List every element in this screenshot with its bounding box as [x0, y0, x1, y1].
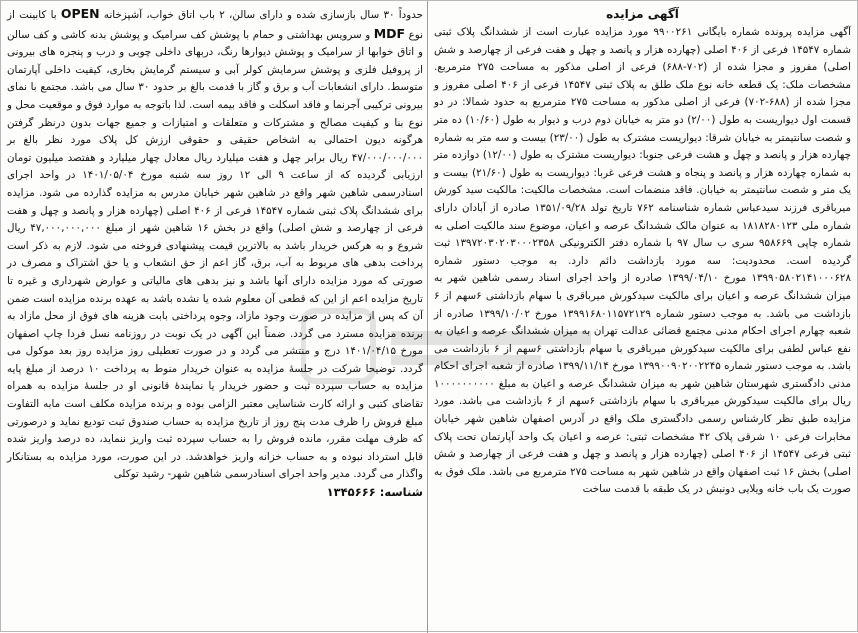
notice-body-left: [7, 5, 423, 484]
notice-left-main: و سرویس بهداشتی و حمام با پوشش کف سرامیک و پوشش بدنه کاشی و کف سالن و اتاق خوابها از سرامیک و پوشش دیوارها رنگ، دربهای داخلی چوبی و درب و پنجره های بیرونی از پروفیل فلزی و پوشش سرمایش کولر آبی و سیستم گرمایش بخاری، کیفیت داخلی آپارتمان متوسط. دارای انشعابات آب و برق و گاز با قدمت بالغ بر حدود ۳۰ سال می باشد. مجتمع با نمای بیرونی ترکیبی آجرنما و فاقد اسکلت و فاقد بیمه است. لذا باتوجه به موارد فوق و موقعیت محل و نوع بنا و کیفیت مصالح و مشترکات و متعلقات و امتیازات و جمیع جهات بدون درنظر گرفتن هرگونه دیون احتمالی به اشخاص حقیقی و حقوقی ارزش کل پلاک مورد نظر بالغ بر ۴۷/۰۰۰/۰۰۰/۰۰۰ ریال برابر چهل و هفت میلیارد ریال معادل چهار میلیارد و هفتصد میلیون تومان ارزیابی گردیده که از ساعت ۹ الی ۱۲ روز سه شنبه مورخ ۱۴۰۱/۰۵/۰۴ در واحد اجرای اسنادرسمی شاهین شهر واقع در شاهین شهر خیابان مدرس به مزایده گذارده می شود. مزایده برای ششدانگ پلاک ثبتی شماره ۱۴۵۴۷ فرعی از ۴۰۶ اصلی (چهارده هزار و پانصد و چهل و هفت فرعی از چهارصد و شش اصلی) واقع در بخش ۱۶ شاهین شهر از مبلغ ۴۷,۰۰۰,۰۰۰,۰۰۰ ریال شروع و به هرکس خریدار باشد به بالاترین قیمت پیشنهادی فروخته می شود. لازم به ذکر است پرداخت بدهی های مربوط به آب، برق، گاز اعم از حق انشعاب و یا حق اشتراک و مصرف در صورتی که مورد مزایده دارای آنها باشد و نیز بدهی های مالیاتی و عوارض شهرداری و غیره تا تاریخ مزایده اعم از این که قطعی آن معلوم شده یا نشده باشد به عهده برنده مزایده است ضمن آن که پس از مزایده در صورت وجود مازاد، وجوه پرداختی بابت هزینه های فوق از محل مازاد به برنده مزایده مسترد می گردد. ضمناً این آگهی در یک نوبت در روزنامه نسل فردا چاپ اصفهان مورخ ۱۴۰۱/۰۴/۱۵ درج و منتشر می گردد و در صورت تعطیلی روز مزایده روز بعد موکول می گردد. توضیحا شرکت در جلسهٔ مزایده به عنوان خریدار منوط به پرداخت ۱۰ درصد از مبلغ پایه مزایده به حساب سپرده ثبت و حضور خریدار یا نمایندهٔ قانونی او در جلسهٔ مزایده به همراه تقاضای کتبی و ارائه کارت شناسایی معتبر الزامی بوده و برنده مزایده مکلف است مابه التفاوت مبلغ فروش را ظرف مدت پنج روز از تاریخ مزایده به حساب صندوق ثبت توديع نمايد و درصورتی که ظرف مهلت مقرر، مانده فروش را به حساب سپرده ثبت واریز ننماید، ده درصد واریز شده قابل استرداد نبوده و به حساب خزانه واریز خواهدشد. در این صورت، مورد مزایده به بستانکار واگذار می گردد. مدیر واحد اجرای اسنادرسمی شاهین شهر- رشید توکلی: [7, 28, 424, 481]
notice-id-label: شناسه:: [379, 485, 423, 500]
notice-id-line: [7, 484, 423, 502]
notice-left-intro: حدوداً ۳۰ سال بازسازی شده و دارای سالن، ۲ باب اتاق خواب، آشپزخانه: [103, 9, 423, 21]
open-kitchen-label: OPEN: [60, 6, 100, 21]
mdf-label: MDF: [373, 25, 406, 41]
notice-title: آگهی مزایده: [606, 7, 679, 21]
notice-left-column: [1, 1, 429, 633]
notice-body-right: آگهی مزایده پرونده شماره بایگانی ۹۹۰۰۲۶۱ مورد مزایده عبارت است از ششدانگ پلاک ثبتی شماره ۱۴۵۴۷ فرعی از ۴۰۶ اصلی (چهارده هزار و پانصد و چهل و هفت فرعی از چهارصد و شش اصلی) مفروز و مجزا شده از (۷۰۲-۶۸۸) فرعی از اصلی مذکور به مساحت ۲۷۵ مترمربع. مشخصات ملک: یک قطعه خانه نوع ملک طلق به پلاک ثبتی ۱۴۵۴۷ فرعی از ۴۰۶ اصلی مفروز و مجزا شده از (۶۸۸-۷۰۲) فرعی از اصلی مذکور به مساحت ۲۷۵ مترمربع به حدود شمالا: در دو قسمت اول دیواریست به طول (۲/۰۰) دو متر به خیابان دوم درب و دیوار به طول (۱۰/۶۰) ده متر و شصت سانتیمتر به خیابان شرقا: دیواریست مشترک به طول (۲۳/۰۰) بیست و سه متر به شماره چهارده هزار و پانصد و چهل و هشت فرعی جنوبا: دیواریست مشترک به طول (۱۲/۰۰) دوازده متر به شماره چهارده هزار و پانصد و پنجاه و هشت فرعی غربا: دیواریست به طول (۲۱/۶۰) بیست و یک متر و شصت سانتیمتر به خیابان. فاقد منضمات است. مشخصات مالکیت: مالکیت سید کورش میرباقری فرزند سیدعباس شماره شناسنامه ۷۶۲ تاریخ تولد ۱۳۵۱/۰۹/۲۸ صادره از آبادان دارای شماره ملی ۱۸۱۸۲۸۰۱۲۳ به عنوان مالک ششدانگ عرصه و اعیان، موضوع سند مالکیت اصلی به شماره چاپی ۹۵۸۶۶۹ سری ب سال ۹۷ با شماره دفتر الکترونیکی ۱۳۹۷۲۰۳۰۲۰۳۰۰۰۲۳۵۸ ثبت گردیده است. محدودیت: سه مورد بازداشت دائم دارد. به موجب دستور شماره ۱۳۹۹۰۵۸۰۲۱۴۱۰۰۰۶۲۸ مورخ ۱۳۹۹/۰۴/۱۰ صادره از واحد اجرای اسناد رسمی شاهین شهر به میزان ششدانگ عرصه و اعیان برای مالکیت سیدکورش میرباقری با سهام بازداشتی ۶سهم از ۶ بازداشت می باشد. به موجب دستور شماره ۱۳۹۹۱۶۸۰۱۱۵۷۲۱۲۹ مورخ ۱۳۹۹/۱۰/۰۲ صادره از شعبه چهارم اجرای احکام مدنی مجتمع قضائی عدالت تهران به میزان ششدانگ عرصه و اعیان به نفع عباس لطفی برای مالکیت سیدکورش میرباقری با سهام بازداشتی ۶سهم از ۶ بازداشت می باشد. به موجب دستور شماره ۱۳۹۹۰۰۹۰۲۰۰۲۲۴۵ مورخ ۱۳۹۹/۱۱/۱۴ صادره از شعبه اجرای احکام مدنی دادگستری شهرستان شاهین شهر به میزان ششدانگ عرصه و اعیان به مبلغ ۱۰۰۰۰۰۰۰۰۰۰ ریال برای مالکیت سیدکورش میرباقری با سهام بازداشتی ۶سهم از ۶ بازداشت می باشد. مورد مزایده طبق نظر کارشناس رسمی دادگستری ملک واقع در آدرس اصفهان شاهین شهر خیابان مخابرات فرعی ۱۰ شرقی پلاک ۴۲ مشخصات ثبتی: عرصه و اعیان یک واحد آپارتمان تحت پلاک ثبتی فرعی ۱۴۵۴۷ از ۴۰۶ اصلی (چهارده هزار و پانصد و چهل و هفت فرعی از چهارصد و شش اصلی) بخش ۱۶ ثبت اصفهان واقع در شاهین شهر به مساحت ۲۷۵ مترمربع می باشد. ملک فوق به صورت یک باب خانه ویلایی دونبش در یک طبقه با قدمت ساخت: [434, 26, 852, 496]
notice-id-value: ۱۳۴۵۶۶۶: [326, 485, 376, 500]
notice-right-column: [427, 1, 857, 633]
notice-left-cabinet: با کابینت از نوع: [7, 9, 423, 41]
